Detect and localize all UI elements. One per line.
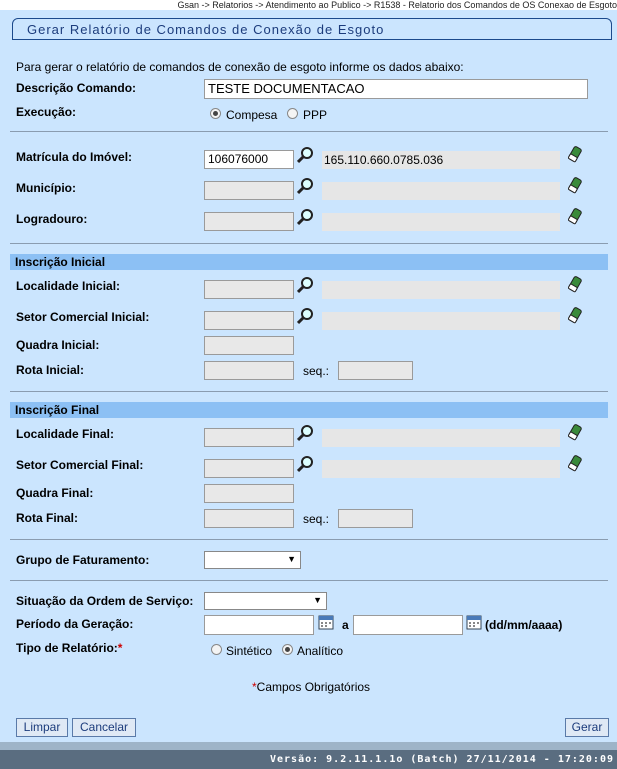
localidade-final-input[interactable] xyxy=(204,428,294,447)
magnifier-icon[interactable] xyxy=(297,177,315,195)
magnifier-icon[interactable] xyxy=(297,307,315,325)
breadcrumb: Gsan -> Relatorios -> Atendimento ao Publico -> R1538 - Relatorio dos Comandos de OS Conexao de Esgoto xyxy=(0,0,617,10)
seq-final-label: seq.: xyxy=(303,512,330,526)
setor-final-description xyxy=(322,460,560,478)
localidade-final-label: Localidade Final: xyxy=(16,427,115,441)
rota-inicial-label: Rota Inicial: xyxy=(16,363,85,377)
quadra-inicial-label: Quadra Inicial: xyxy=(16,338,100,352)
quadra-final-input[interactable] xyxy=(204,484,294,503)
eraser-icon[interactable] xyxy=(568,307,582,325)
tipo-relatorio-label-text: Tipo de Relatório: xyxy=(16,641,118,655)
limpar-button[interactable]: Limpar xyxy=(16,718,68,737)
matricula-input[interactable]: 106076000 xyxy=(204,150,294,169)
page-title-bar xyxy=(12,18,612,40)
required-fields-text: Campos Obrigatórios xyxy=(256,680,371,694)
matricula-description: 165.110.660.0785.036 xyxy=(322,151,560,169)
quadra-final-label: Quadra Final: xyxy=(16,486,94,500)
intro-text: Para gerar o relatório de comandos de conexão de esgoto informe os dados abaixo: xyxy=(16,60,464,74)
municipio-input[interactable] xyxy=(204,181,294,200)
rota-final-input[interactable] xyxy=(204,509,294,528)
magnifier-icon[interactable] xyxy=(297,208,315,226)
inscricao-final-header: Inscrição Final xyxy=(10,402,608,418)
execucao-compesa-label: Compesa xyxy=(226,108,278,122)
execucao-ppp-radio[interactable] xyxy=(287,108,298,119)
execucao-compesa-radio[interactable] xyxy=(210,108,221,119)
tipo-analitico-radio[interactable] xyxy=(282,644,293,655)
eraser-icon[interactable] xyxy=(568,455,582,473)
execucao-ppp-label: PPP xyxy=(303,108,328,122)
required-mark: * xyxy=(117,641,123,655)
localidade-inicial-description xyxy=(322,281,560,299)
calendar-icon[interactable] xyxy=(318,614,334,630)
quadra-inicial-input[interactable] xyxy=(204,336,294,355)
tipo-sintetico-label: Sintético xyxy=(226,644,273,658)
tipo-relatorio-label xyxy=(16,641,122,655)
chevron-down-icon: ▼ xyxy=(287,554,296,564)
calendar-icon[interactable] xyxy=(466,614,482,630)
situacao-select[interactable] xyxy=(204,592,327,610)
divider xyxy=(10,131,608,132)
eraser-icon[interactable] xyxy=(568,208,582,226)
divider xyxy=(10,391,608,392)
magnifier-icon[interactable] xyxy=(297,146,315,164)
matricula-label: Matrícula do Imóvel: xyxy=(16,150,133,164)
situacao-label: Situação da Ordem de Serviço: xyxy=(16,594,194,608)
rota-inicial-input[interactable] xyxy=(204,361,294,380)
setor-inicial-input[interactable] xyxy=(204,311,294,330)
periodo-label: Período da Geração: xyxy=(16,617,134,631)
eraser-icon[interactable] xyxy=(568,146,582,164)
page-title: Gerar Relatório de Comandos de Conexão de Esgoto xyxy=(27,22,385,37)
tipo-analitico-label: Analítico xyxy=(297,644,344,658)
setor-final-input[interactable] xyxy=(204,459,294,478)
periodo-fim-input[interactable] xyxy=(353,615,463,635)
eraser-icon[interactable] xyxy=(568,276,582,294)
localidade-final-description xyxy=(322,429,560,447)
gerar-button[interactable]: Gerar xyxy=(565,718,609,737)
magnifier-icon[interactable] xyxy=(297,276,315,294)
logradouro-label: Logradouro: xyxy=(16,212,88,226)
footer-band xyxy=(0,742,617,750)
eraser-icon[interactable] xyxy=(568,424,582,442)
logradouro-description xyxy=(322,213,560,231)
magnifier-icon[interactable] xyxy=(297,424,315,442)
inscricao-inicial-header: Inscrição Inicial xyxy=(10,254,608,270)
setor-inicial-description xyxy=(322,312,560,330)
divider xyxy=(10,580,608,581)
seq-inicial-label: seq.: xyxy=(303,364,330,378)
required-fields-note xyxy=(252,680,370,694)
setor-inicial-label: Setor Comercial Inicial: xyxy=(16,310,150,324)
municipio-label: Município: xyxy=(16,181,76,195)
municipio-description xyxy=(322,182,560,200)
seq-inicial-input[interactable] xyxy=(338,361,413,380)
seq-final-input[interactable] xyxy=(338,509,413,528)
divider xyxy=(10,539,608,540)
localidade-inicial-input[interactable] xyxy=(204,280,294,299)
divider xyxy=(10,243,608,244)
grupo-faturamento-label: Grupo de Faturamento: xyxy=(16,553,150,567)
required-mark: * xyxy=(252,680,257,694)
logradouro-input[interactable] xyxy=(204,212,294,231)
magnifier-icon[interactable] xyxy=(297,455,315,473)
periodo-format-hint: (dd/mm/aaaa) xyxy=(485,618,563,632)
version-footer: Versão: 9.2.11.1.1o (Batch) 27/11/2014 - 17:20:09 xyxy=(0,750,617,769)
descricao-input[interactable]: TESTE DOCUMENTACAO xyxy=(204,79,588,99)
grupo-faturamento-select[interactable] xyxy=(204,551,301,569)
setor-final-label: Setor Comercial Final: xyxy=(16,458,144,472)
rota-final-label: Rota Final: xyxy=(16,511,78,525)
periodo-separator: a xyxy=(342,618,349,632)
localidade-inicial-label: Localidade Inicial: xyxy=(16,279,121,293)
chevron-down-icon: ▼ xyxy=(313,595,322,605)
cancelar-button[interactable]: Cancelar xyxy=(72,718,136,737)
periodo-inicio-input[interactable] xyxy=(204,615,314,635)
descricao-label: Descrição Comando: xyxy=(16,81,137,95)
execucao-label: Execução: xyxy=(16,105,77,119)
tipo-sintetico-radio[interactable] xyxy=(211,644,222,655)
eraser-icon[interactable] xyxy=(568,177,582,195)
